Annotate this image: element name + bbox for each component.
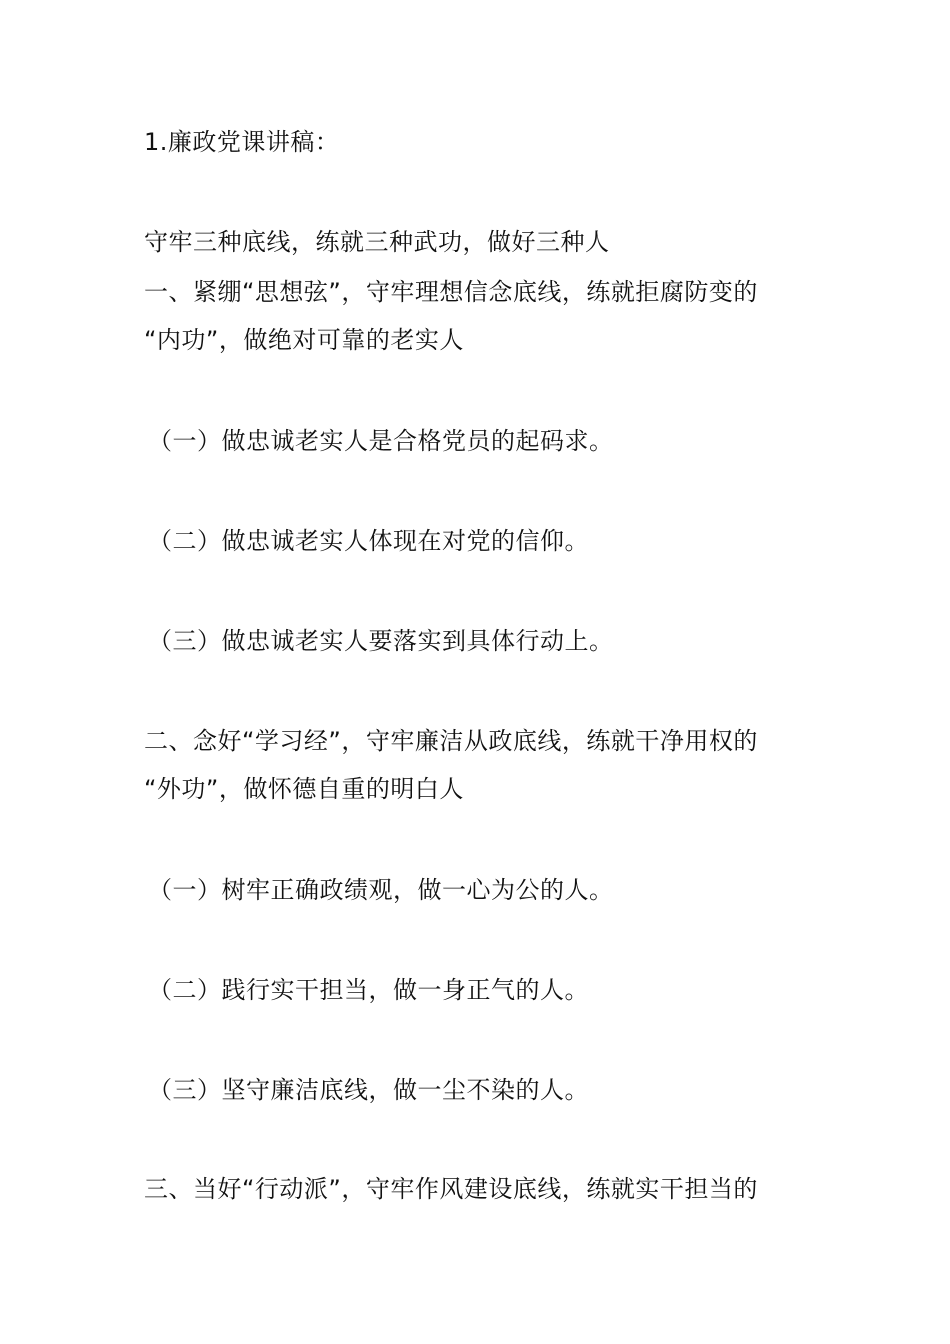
section-1-item-1: （一）做忠诚老实人是合格党员的起码求。 xyxy=(148,427,614,455)
section-3-heading-line-1: 三、当好“行动派”，守牢作风建设底线，练就实干担当的 xyxy=(144,1175,758,1203)
document-title: 1.廉政党课讲稿： xyxy=(144,128,340,156)
section-1-heading-line-2: “内功”，做绝对可靠的老实人 xyxy=(144,326,464,354)
section-2-heading-line-1: 二、念好“学习经”，守牢廉洁从政底线，练就干净用权的 xyxy=(144,727,758,755)
section-1-heading-line-1: 一、紧绷“思想弦”，守牢理想信念底线，练就拒腐防变的 xyxy=(144,278,758,306)
section-1-item-2: （二）做忠诚老实人体现在对党的信仰。 xyxy=(148,527,589,555)
section-1-item-3: （三）做忠诚老实人要落实到具体行动上。 xyxy=(148,627,614,655)
document-subtitle: 守牢三种底线，练就三种武功，做好三种人 xyxy=(144,228,610,256)
section-2-item-1: （一）树牢正确政绩观，做一心为公的人。 xyxy=(148,876,614,904)
section-2-item-2: （二）践行实干担当，做一身正气的人。 xyxy=(148,976,589,1004)
section-2-item-3: （三）坚守廉洁底线，做一尘不染的人。 xyxy=(148,1076,589,1104)
section-2-heading-line-2: “外功”，做怀德自重的明白人 xyxy=(144,775,464,803)
